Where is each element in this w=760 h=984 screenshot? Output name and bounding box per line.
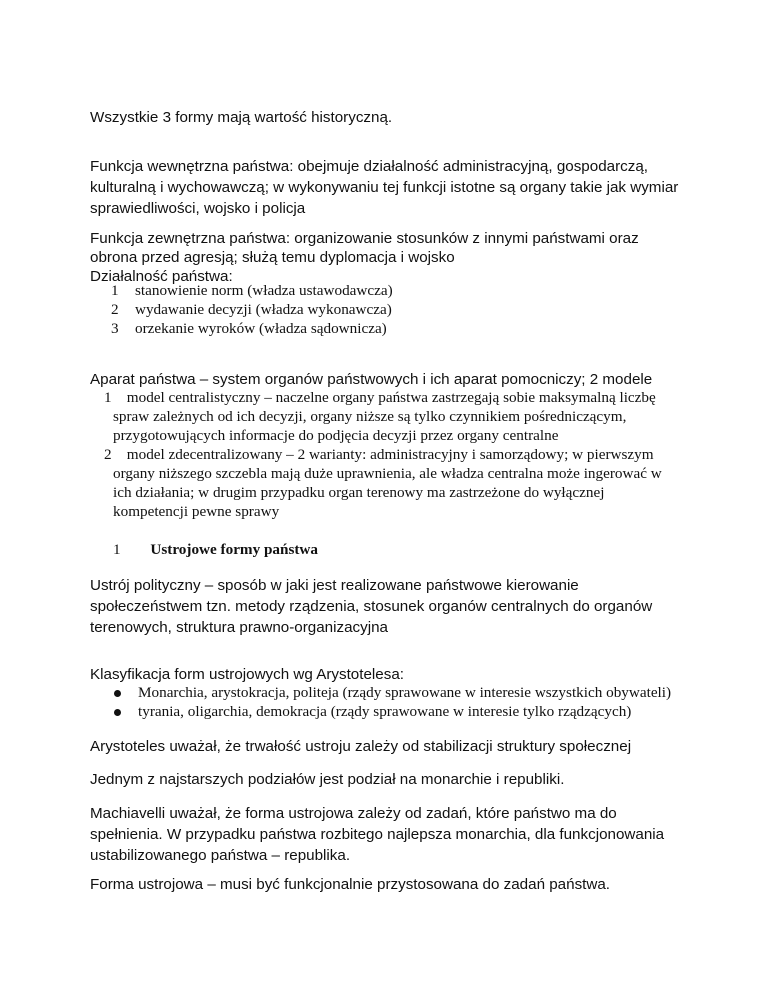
list-number: 1 [111,282,119,299]
model-first-line [90,388,690,407]
list-item [90,319,393,338]
document-page [90,0,690,984]
list-item [90,683,671,702]
paragraph-line: ustabilizowanego państwa – republika. [90,847,351,864]
paragraph-line: kulturalną i wychowawczą; w wykonywaniu tej funkcji istotne są organy takie jak wymiar [90,179,679,196]
section-title: Ustrojowe formy państwa [150,541,318,558]
model-line: przygotowujących informacje do podjęcia decyzji przez organy centralne [113,427,559,444]
paragraph-line: terenowych, struktura prawno-organizacyjna [90,619,388,636]
paragraph-line: Funkcja wewnętrzna państwa: obejmuje działalność administracyjną, gospodarczą, [90,158,649,175]
model-text: model zdecentralizowany – 2 warianty: administracyjny i samorządowy; w pierwszym [126,446,654,463]
model-line: spraw zależnych od ich decyzji, organy niższe są tylko czynnikiem pośredniczącym, [113,408,627,425]
oldest-division-paragraph: Jednym z najstarszych podziałów jest podział na monarchie i republiki. [90,771,565,788]
apparatus-models [90,388,690,521]
bullet-icon [114,690,121,697]
model-text: model centralistyczny – naczelne organy państwa zastrzegają sobie maksymalną liczbę [126,389,656,406]
state-activities-list [90,281,393,338]
classification-title: Klasyfikacja form ustrojowych wg Arystotelesa: [90,666,404,683]
paragraph-line: obrona przed agresją; służą temu dyplomacja i wojsko [90,249,455,266]
list-text: tyrania, oligarchia, demokracja (rządy sprawowane w interesie tylko rządzących) [138,703,632,720]
model-first-line [90,445,690,464]
list-number: 2 [111,301,119,318]
model-number: 2 [104,446,112,463]
model-line: ich działania; w drugim przypadku organ terenowy ma zastrzeżone do wyłącznej [113,484,605,501]
political-system-paragraph [90,575,652,638]
list-text: wydawanie decyzji (władza wykonawcza) [135,301,392,318]
list-text: orzekanie wyroków (władza sądownicza) [135,320,387,337]
apparatus-title: Aparat państwa – system organów państwowych i ich aparat pomocniczy; 2 modele [90,371,653,388]
paragraph-line: spełnienia. W przypadku państwa rozbitego najlepsza monarchia, dla funkcjonowania [90,826,665,843]
external-function-paragraph [90,229,639,286]
paragraph-line: Ustrój polityczny – sposób w jaki jest realizowane państwowe kierowanie [90,577,579,594]
list-item [90,702,671,721]
list-number: 3 [111,320,119,337]
list-text: stanowienie norm (władza ustawodawcza) [135,282,393,299]
paragraph-line: Funkcja zewnętrzna państwa: organizowanie stosunków z innymi państwami oraz [90,230,639,247]
model-number: 1 [104,389,112,406]
machiavelli-paragraph [90,803,664,866]
internal-function-paragraph [90,156,678,219]
list-text: Monarchia, arystokracja, politeja (rządy sprawowane w interesie wszystkich obywateli) [138,684,672,701]
list-item [90,300,393,319]
section-number: 1 [113,541,121,558]
list-item [90,281,393,300]
classification-list [90,683,671,721]
paragraph-line: społeczeństwem tzn. metody rządzenia, stosunek organów centralnych do organów [90,598,653,615]
form-conclusion-paragraph: Forma ustrojowa – musi być funkcjonalnie przystosowana do zadań państwa. [90,876,611,893]
bullet-icon [114,709,121,716]
history-paragraph: Wszystkie 3 formy mają wartość historyczną. [90,109,393,126]
model-line: organy niższego szczebla mają duże uprawnienia, ale władza centralna może ingerować w [113,465,662,482]
paragraph-line: Machiavelli uważał, że forma ustrojowa zależy od zadań, które państwo ma do [90,805,617,822]
section-heading [90,541,318,559]
paragraph-line: Działalność państwa: [90,268,233,285]
model-line: kompetencji pewne sprawy [113,503,280,520]
aristotle-paragraph: Arystoteles uważał, że trwałość ustroju zależy od stabilizacji struktury społecznej [90,738,632,755]
paragraph-line: sprawiedliwości, wojsko i policja [90,200,306,217]
